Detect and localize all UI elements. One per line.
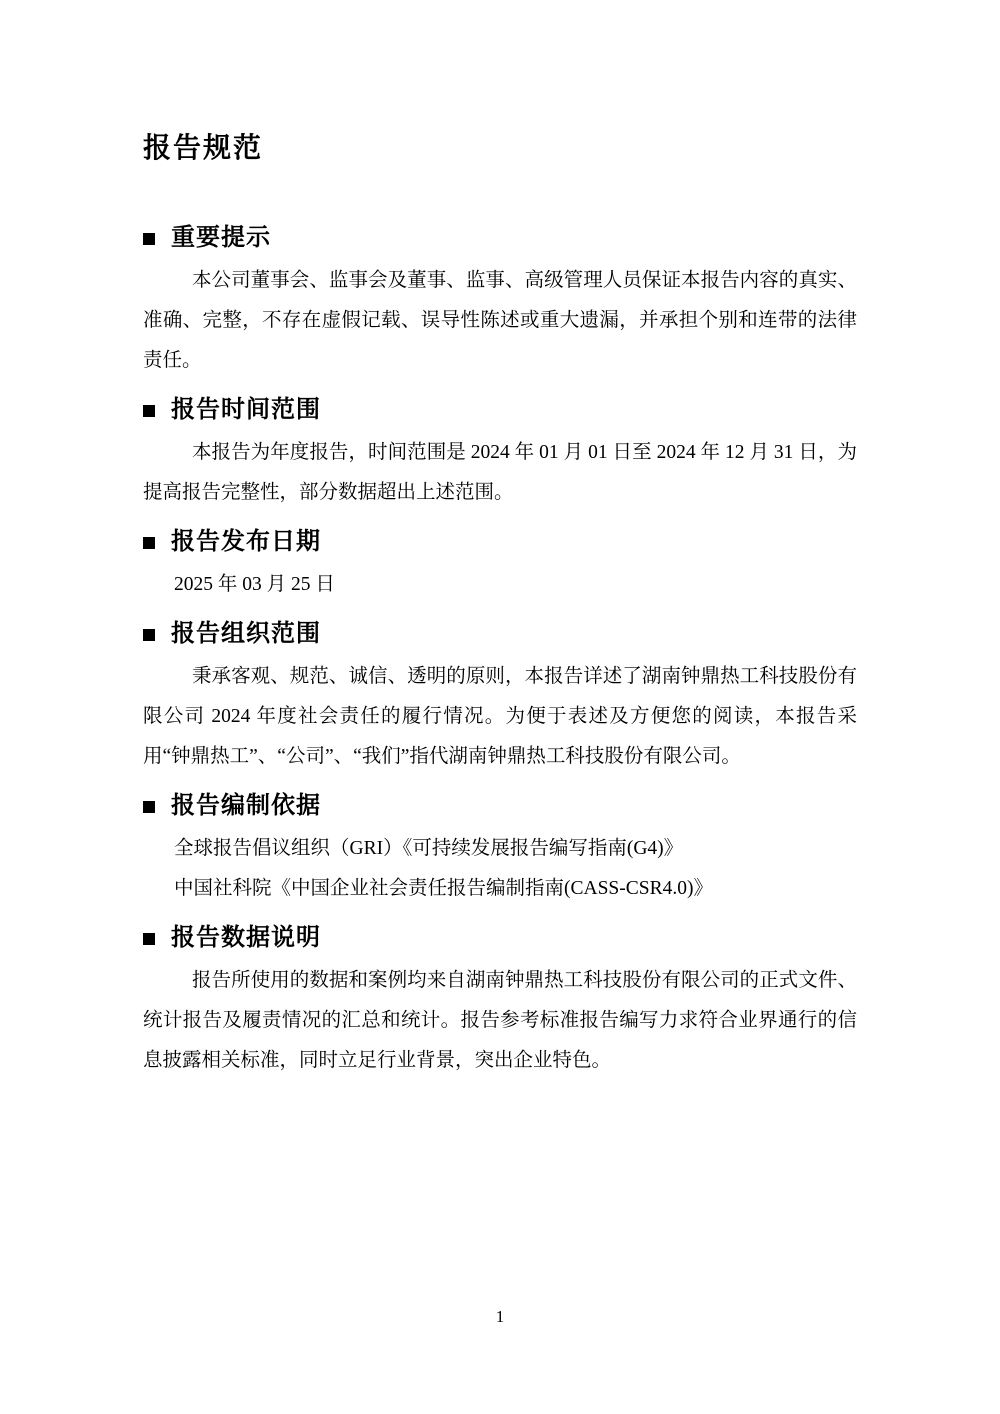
square-bullet-icon xyxy=(143,629,155,641)
sections-container xyxy=(143,222,857,1081)
section-heading-text: 报告数据说明 xyxy=(171,925,321,951)
section-heading-text: 重要提示 xyxy=(171,225,271,251)
paragraph: 本公司董事会、监事会及董事、监事、高级管理人员保证本报告内容的真实、准确、完整，不存在虚假记载、误导性陈述或重大遗漏，并承担个别和连带的法律责任。 xyxy=(143,270,857,371)
section-body xyxy=(143,829,857,909)
square-bullet-icon xyxy=(143,801,155,813)
report-section xyxy=(143,922,857,1081)
section-body xyxy=(143,961,857,1081)
section-heading xyxy=(143,922,857,954)
page-title: 报告规范 xyxy=(143,133,264,164)
report-section xyxy=(143,790,857,909)
paragraph: 2025 年 03 月 25 日 xyxy=(174,574,335,595)
paragraph: 中国社科院《中国企业社会责任报告编制指南(CASS-CSR4.0)》 xyxy=(174,878,713,899)
square-bullet-icon xyxy=(143,537,155,549)
section-heading-text: 报告时间范围 xyxy=(171,397,321,423)
paragraph: 全球报告倡议组织（GRI）《可持续发展报告编写指南(G4)》 xyxy=(174,838,684,859)
square-bullet-icon xyxy=(143,933,155,945)
section-heading-text: 报告发布日期 xyxy=(171,529,321,555)
square-bullet-icon xyxy=(143,405,155,417)
section-body xyxy=(143,261,857,381)
report-section xyxy=(143,222,857,381)
section-heading xyxy=(143,222,857,254)
report-section xyxy=(143,526,857,605)
section-body xyxy=(143,565,857,605)
section-body xyxy=(143,657,857,777)
page-number: 1 xyxy=(495,1307,505,1326)
section-body xyxy=(143,433,857,513)
section-heading xyxy=(143,526,857,558)
section-heading-text: 报告组织范围 xyxy=(171,621,321,647)
section-heading xyxy=(143,618,857,650)
paragraph: 本报告为年度报告，时间范围是 2024 年 01 月 01 日至 2024 年 12 月 31 日，为提高报告完整性，部分数据超出上述范围。 xyxy=(143,442,857,503)
section-heading xyxy=(143,394,857,426)
section-heading-text: 报告编制依据 xyxy=(171,793,321,819)
paragraph: 秉承客观、规范、诚信、透明的原则，本报告详述了湖南钟鼎热工科技股份有限公司 2024 年度社会责任的履行情况。为便于表述及方便您的阅读，本报告采用“钟鼎热工”、“公司”、“我们”指代湖南钟鼎热工科技股份有限公司。 xyxy=(143,666,857,767)
square-bullet-icon xyxy=(143,233,155,245)
section-heading xyxy=(143,790,857,822)
report-section xyxy=(143,618,857,777)
paragraph: 报告所使用的数据和案例均来自湖南钟鼎热工科技股份有限公司的正式文件、统计报告及履责情况的汇总和统计。报告参考标准报告编写力求符合业界通行的信息披露相关标准，同时立足行业背景，突出企业特色。 xyxy=(143,970,857,1071)
report-section xyxy=(143,394,857,513)
